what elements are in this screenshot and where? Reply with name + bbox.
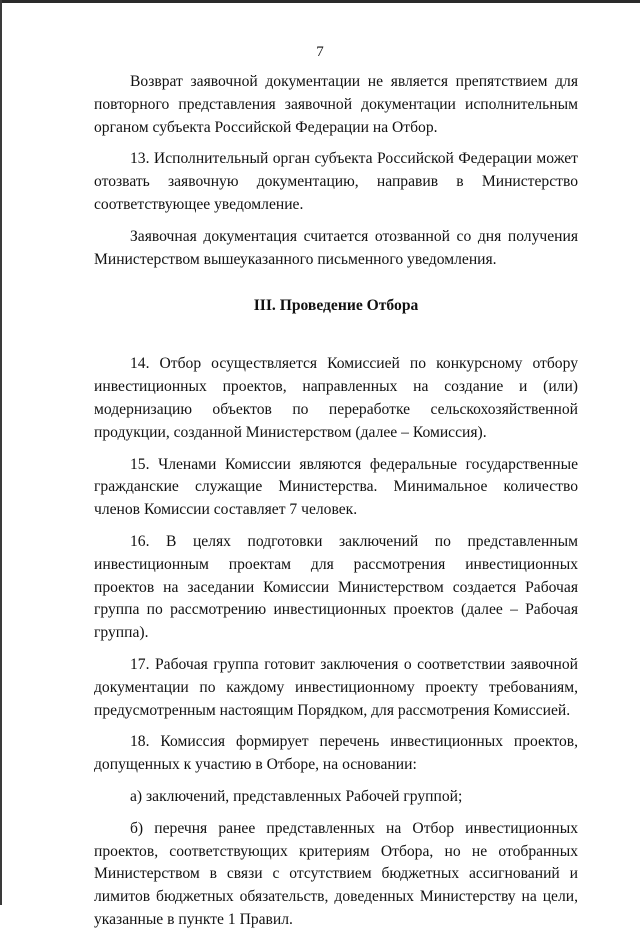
section-heading: III. Проведение Отбора (253, 297, 419, 315)
paragraph-13: 13. Исполнительный орган субъекта Российской Федерации может отозвать заявочную документацию, направив в Министерство соответствующее уведомление. (94, 150, 578, 213)
page-number: 7 (316, 44, 324, 60)
paragraph-18: 18. Комиссия формирует перечень инвестиционных проектов, допущенных к участию в Отборе, на основании: (94, 733, 578, 774)
paragraph-18-item-b: б) перечня ранее представленных на Отбор инвестиционных проектов, соответствующих критериям Отбора, но не отобранных Министерством в связи с отсутствием бюджетных ассигнований и лимитов бюджетных обязательств, доведенных Министерству на цели, указанные в пункте 1 Правил. (94, 819, 578, 928)
paragraph-14: 14. Отбор осуществляется Комиссией по конкурсному отбору инвестиционных проектов, направленных на создание и (или) модернизацию объектов по переработке сельскохозяйственной продукции, созданной Министерством (далее – Комиссия). (94, 355, 578, 441)
paragraph-withdrawal-date: Заявочная документация считается отозванной со дня получения Министерством вышеуказанного письменного уведомления. (94, 227, 578, 268)
paragraph-18-item-a: а) заключений, представленных Рабочей группой; (130, 787, 463, 805)
scan-edge-top (0, 0, 640, 3)
paragraph-15: 15. Членами Комиссии являются федеральные государственные гражданские служащие Министерства. Минимальное количество членов Комиссии составляет 7 человек. (94, 455, 578, 519)
scan-edge-left (0, 0, 2, 905)
paragraph-17: 17. Рабочая группа готовит заключения о соответствии заявочной документации по каждому инвестиционному проекту требованиям, предусмотренным настоящим Порядком, для рассмотрения Комиссией. (94, 655, 578, 719)
paragraph-16: 16. В целях подготовки заключений по представленным инвестиционным проектам для рассмотрения инвестиционных проектов на заседании Комиссии Министерством создается Рабочая группа по рассмотрению инвестиционных проектов (далее – Рабочая группа). (94, 532, 578, 642)
document-body (94, 71, 578, 941)
paragraph-return-documentation: Возврат заявочной документации не является препятствием для повторного представления заявочной документации исполнительным органом субъекта Российской Федерации на Отбор. (94, 73, 578, 136)
